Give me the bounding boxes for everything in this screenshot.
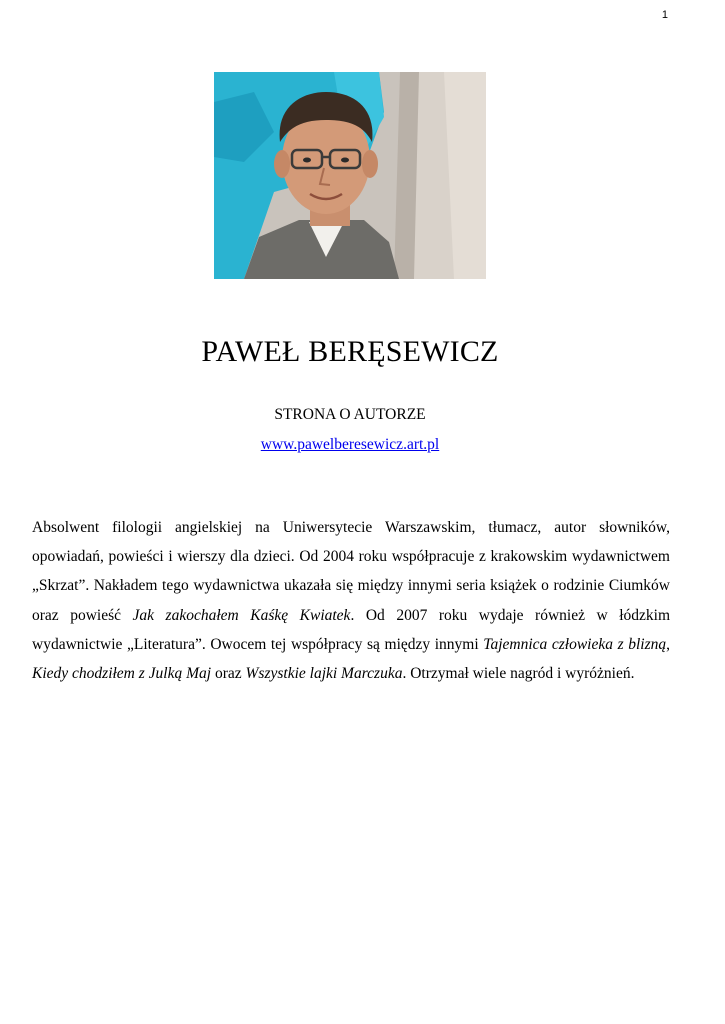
book-title: Jak zakochałem Kaśkę Kwiatek bbox=[132, 606, 351, 624]
page-number: 1 bbox=[661, 9, 668, 21]
bio-text: Absolwent filologii angielskiej na Uniwersytecie Warszawskim, tłumacz, autor słowników, opowiadań, powieści i wierszy dla dzieci. Od 2004 roku współpracuje z krakowskim wydawnictwem „Skrzat”. Nakładem tego wydawnictwa ukazała się między innymi seria książek o rodzinie Ciumków oraz powieść bbox=[32, 519, 670, 624]
author-bio bbox=[32, 513, 670, 688]
bio-text: . Otrzymał wiele nagród i wyróżnień. bbox=[402, 665, 635, 683]
author-page-label: STRONA O AUTORZE bbox=[274, 406, 426, 423]
bio-text: . Od 2007 roku wydaje również w łódzkim wydawnictwie „Literatura”. Owocem tej współpracy są między innymi bbox=[32, 606, 671, 653]
book-title: Kiedy chodziłem z Julką Maj bbox=[32, 665, 212, 683]
book-title: Tajemnica człowieka z blizną bbox=[483, 635, 667, 653]
book-title: Wszystkie lajki Marczuka bbox=[245, 665, 403, 683]
author-photo bbox=[214, 72, 486, 279]
website-line bbox=[0, 435, 700, 455]
author-name: PAWEŁ BERĘSEWICZ bbox=[201, 335, 499, 368]
bio-separator: oraz bbox=[211, 665, 246, 683]
website-link[interactable]: www.pawelberesewicz.art.pl bbox=[260, 436, 440, 453]
bio-separator: , bbox=[666, 635, 670, 653]
